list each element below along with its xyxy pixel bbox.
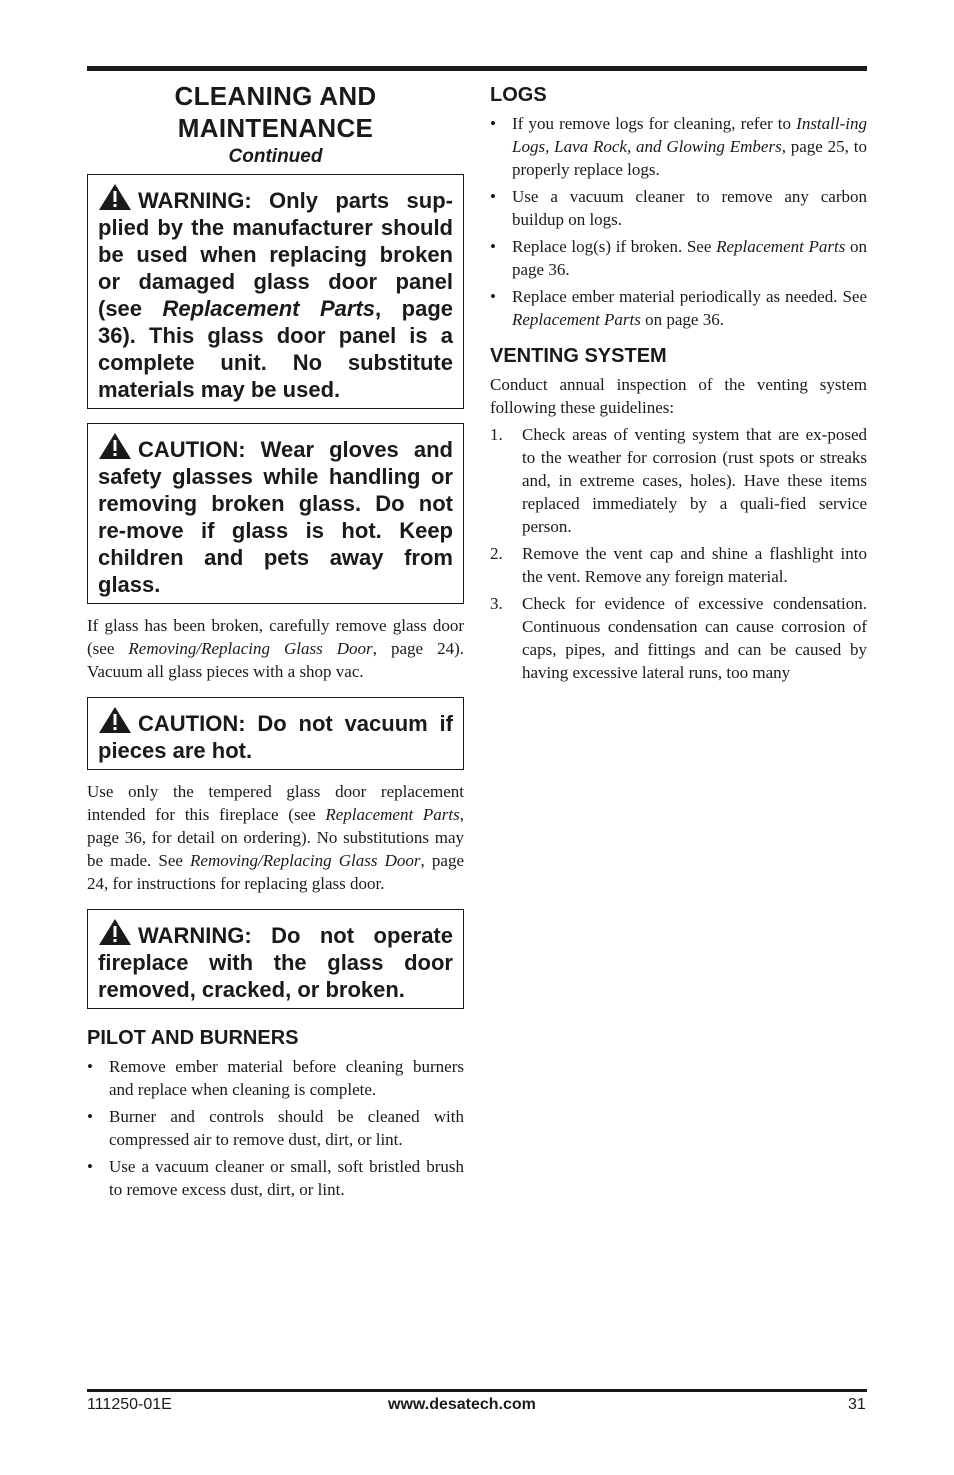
- section-heading-logs: LOGS: [490, 84, 547, 106]
- warning-triangle-icon: [98, 918, 132, 946]
- para2-italic-1: Replacement Parts: [325, 805, 460, 824]
- caution-text: CAUTION: Wear gloves and safety glasses while handling or removing broken glass. Do not re-move if glass is hot. Keep children and pets away from glass.: [98, 437, 453, 597]
- paragraph-tempered-glass: [87, 780, 464, 895]
- list-item: • Use a vacuum cleaner or small, soft bristled brush to remove excess dust, dirt, or lint.: [87, 1157, 464, 1199]
- right-column: [490, 80, 867, 688]
- warning-box-parts: [87, 174, 464, 409]
- page-subtitle: Continued: [228, 146, 323, 167]
- list-item: • Replace ember material periodically as needed. See Replacement Parts on page 36.: [490, 287, 867, 329]
- caution-triangle-icon: [98, 706, 132, 734]
- list-item: • Burner and controls should be cleaned with compressed air to remove dust, dirt, or lint.: [87, 1107, 464, 1149]
- venting-item-3: Check for evidence of excessive condensation. Continuous condensation can cause corrosion of caps, pipes, and fittings and can be caused by having excessive lateral runs, too many: [522, 594, 867, 682]
- warning-triangle-icon: [98, 183, 132, 211]
- venting-intro: Conduct annual inspection of the venting system following these guidelines:: [490, 375, 867, 417]
- section-heading-venting: VENTING SYSTEM: [490, 345, 667, 367]
- paragraph-broken-glass: [87, 614, 464, 683]
- list-item: [490, 423, 867, 538]
- warning-link-replacement-parts: Replacement Parts: [162, 296, 376, 321]
- bottom-rule: [87, 1389, 867, 1392]
- para1-b: , page 24). Vacuum all glass pieces with a shop vac.: [87, 639, 464, 681]
- logs-item-4-b: on page 36.: [640, 310, 724, 329]
- pilot-item-3: Use a vacuum cleaner or small, soft bristled brush to remove excess dust, dirt, or lint.: [109, 1157, 464, 1199]
- logs-item-3-b: on page 36.: [512, 237, 867, 279]
- page-title: [87, 80, 464, 144]
- top-rule: [87, 66, 867, 71]
- item-number: 1.: [490, 425, 503, 444]
- para2-b: , page 36, for detail on ordering). No substitutions may be made. See: [87, 805, 464, 870]
- footer-code: 111250-01E: [87, 1396, 172, 1413]
- logs-list: [490, 112, 867, 331]
- item-number: 3.: [490, 594, 503, 613]
- warning-text-b: , page 36). This glass door panel is a complete unit. No substitute materials may be used.: [98, 296, 453, 402]
- warning-operate-text: WARNING: Do not operate fireplace with the glass door removed, cracked, or broken.: [98, 923, 453, 1002]
- logs-item-4-a: Replace ember material periodically as needed. See: [512, 287, 867, 306]
- venting-item-1: Check areas of venting system that are ex-posed to the weather for corrosion (rust spots or streaks and, in extreme cases, holes). Have these items replaced immediately by a quali-fied service person.: [522, 425, 867, 536]
- logs-item-2: Use a vacuum cleaner to remove any carbon buildup on logs.: [512, 187, 867, 229]
- para2-italic-2: Removing/Replacing Glass Door: [190, 851, 421, 870]
- venting-item-2: Remove the vent cap and shine a flashlight into the vent. Remove any foreign material.: [522, 544, 867, 586]
- logs-item-4-italic: Replacement Parts: [512, 310, 641, 329]
- logs-item-1-b: , page 25, to properly replace logs.: [512, 137, 867, 179]
- list-item: • If you remove logs for cleaning, refer to Install-ing Logs, Lava Rock, and Glowing Embers, page 25, to properly replace logs.: [490, 114, 867, 179]
- pilot-item-2: Burner and controls should be cleaned with compressed air to remove dust, dirt, or lint.: [109, 1107, 464, 1149]
- footer-url[interactable]: www.desatech.com: [388, 1396, 536, 1413]
- pilot-item-1: Remove ember material before cleaning burners and replace when cleaning is complete.: [109, 1057, 464, 1099]
- caution-vacuum-text: CAUTION: Do not vacuum if pieces are hot.: [98, 711, 453, 763]
- pilot-list: [87, 1055, 464, 1201]
- item-number: 2.: [490, 544, 503, 563]
- caution-box-vacuum: [87, 697, 464, 770]
- logs-item-1-a: If you remove logs for cleaning, refer to: [512, 114, 797, 133]
- list-item: • Replace log(s) if broken. See Replacement Parts on page 36.: [490, 237, 867, 279]
- para1-a: If glass has been broken, carefully remove glass door (see: [87, 616, 464, 658]
- logs-item-3-a: Replace log(s) if broken. See: [512, 237, 717, 256]
- para2-a: Use only the tempered glass door replacement intended for this fireplace (see: [87, 782, 464, 824]
- list-item: [490, 592, 867, 684]
- list-item: [490, 542, 867, 588]
- title-line-1: CLEANING AND: [174, 81, 377, 111]
- section-heading-pilot: PILOT AND BURNERS: [87, 1027, 299, 1049]
- para1-italic: Removing/Replacing Glass Door: [128, 639, 373, 658]
- caution-box-gloves: [87, 423, 464, 604]
- left-column: [87, 80, 464, 1205]
- footer-page-number: 31: [848, 1396, 866, 1413]
- logs-item-3-italic: Replacement Parts: [716, 237, 846, 256]
- warning-box-operate: [87, 909, 464, 1009]
- title-line-2: MAINTENANCE: [177, 113, 374, 143]
- list-item: • Remove ember material before cleaning burners and replace when cleaning is complete.: [87, 1057, 464, 1099]
- caution-triangle-icon: [98, 432, 132, 460]
- warning-text-a: WARNING: Only parts sup-plied by the manufacturer should be used when replacing broken or damaged glass door panel (see: [98, 188, 453, 321]
- logs-item-1-italic: Install-ing Logs, Lava Rock, and Glowing Embers: [512, 114, 867, 156]
- para2-c: , page 24, for instructions for replacing glass door.: [87, 851, 464, 893]
- list-item: • Use a vacuum cleaner to remove any carbon buildup on logs.: [490, 187, 867, 229]
- venting-list: [490, 423, 867, 684]
